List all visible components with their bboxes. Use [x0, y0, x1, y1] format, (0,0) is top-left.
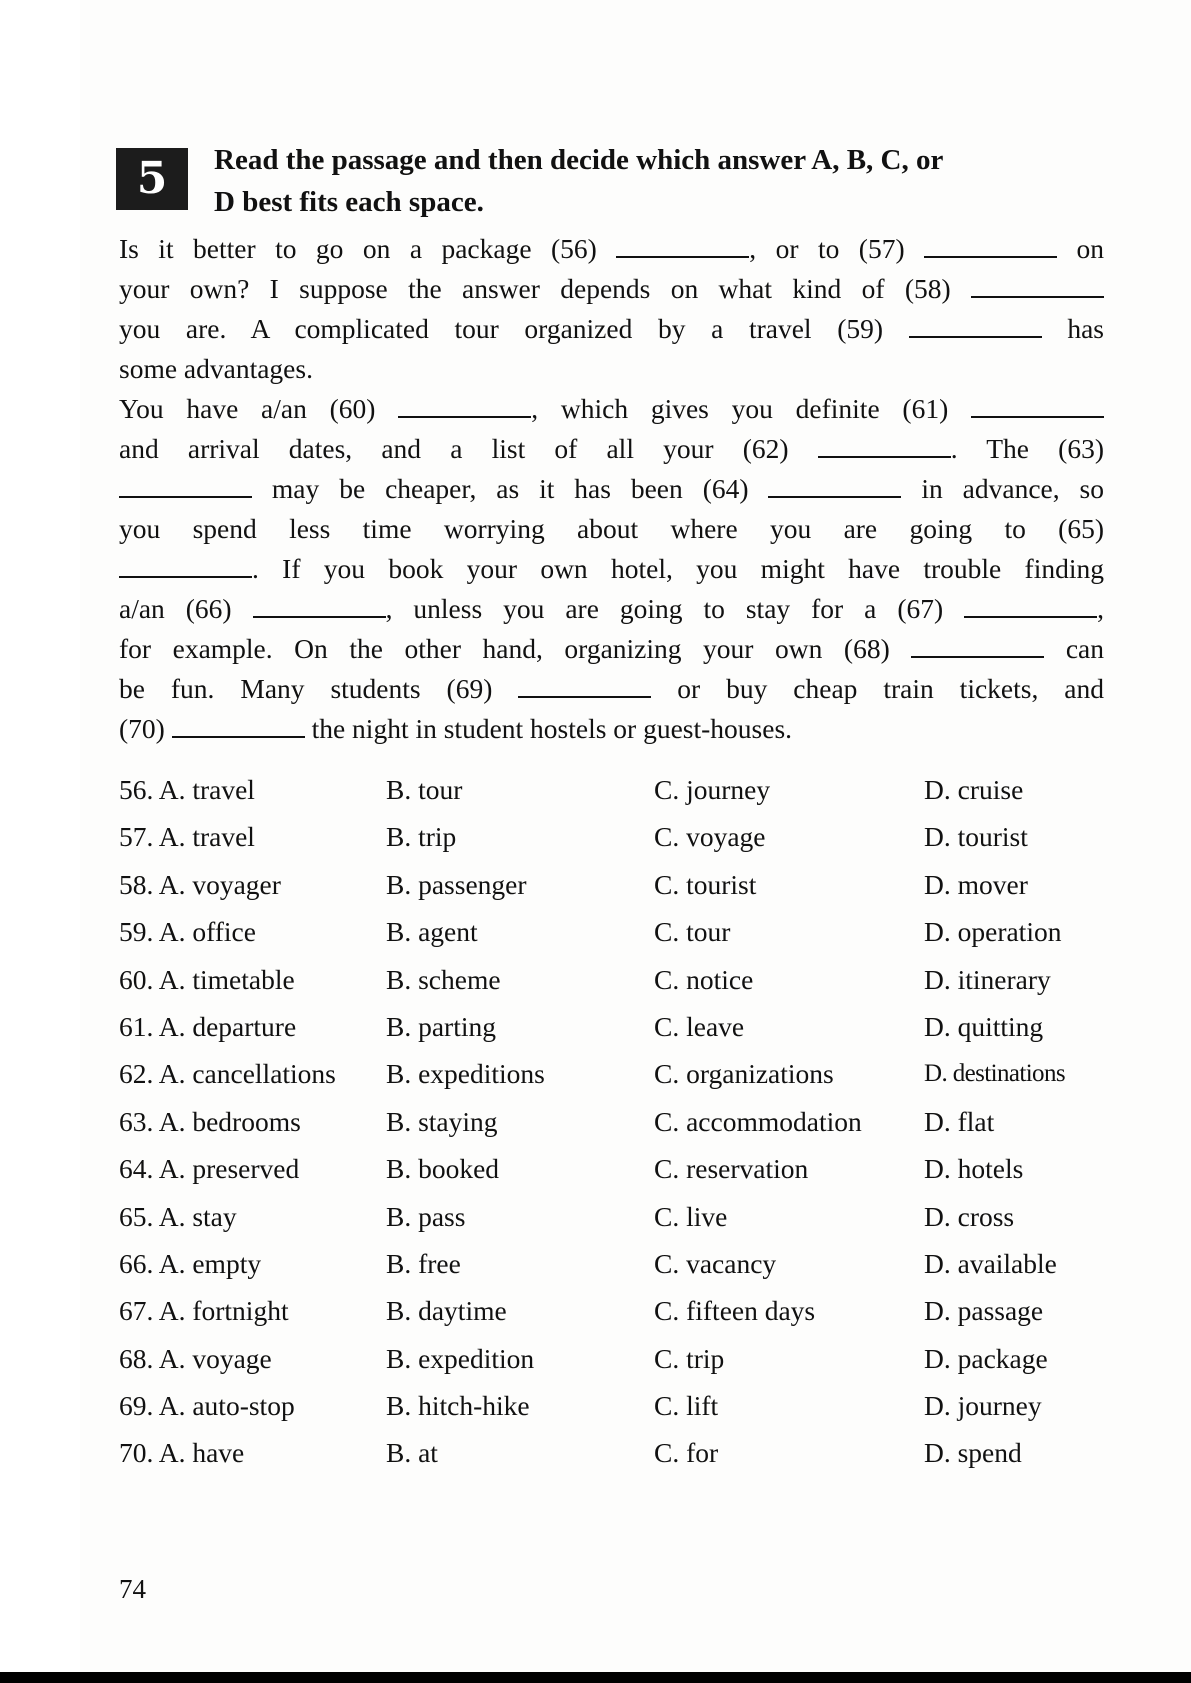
option-a: 66. A. empty	[119, 1247, 262, 1279]
passage-text: be fun. Many students (69)	[119, 673, 519, 704]
option-d: D. mover	[924, 868, 1028, 900]
passage-text: for example. On the other hand, organizing your own (68)	[119, 633, 912, 664]
option-a: 64. A. preserved	[119, 1153, 300, 1185]
passage-text: Is it better to go on a package (56)	[119, 233, 617, 264]
passage-line	[119, 269, 1104, 309]
option-b: B. free	[386, 1247, 461, 1279]
option-d: D. cross	[924, 1200, 1015, 1232]
option-b: B. passenger	[386, 868, 527, 900]
option-b: B. booked	[386, 1153, 500, 1185]
passage-line	[119, 669, 1104, 709]
option-d: D. spend	[924, 1437, 1022, 1469]
option-row	[119, 770, 1109, 817]
option-d: D. quitting	[924, 1010, 1044, 1042]
blank-70	[172, 712, 305, 738]
passage-line	[119, 509, 1104, 549]
passage-text: , which gives you definite (61)	[531, 393, 972, 424]
passage-text: , or to (57)	[749, 233, 925, 264]
option-d: D. itinerary	[924, 963, 1051, 995]
option-d: D. available	[924, 1247, 1057, 1279]
option-a: 65. A. stay	[119, 1200, 237, 1232]
passage-text: or buy cheap train tickets, and	[651, 673, 1104, 704]
passage-text: (70)	[119, 713, 172, 744]
blank-63	[119, 472, 252, 498]
passage-line	[119, 469, 1104, 509]
option-c: C. tour	[654, 916, 731, 948]
option-row	[119, 1244, 1109, 1291]
option-b: B. expedition	[386, 1342, 535, 1374]
passage-line	[119, 709, 1104, 749]
blank-62	[818, 432, 951, 458]
option-b: B. agent	[386, 916, 478, 948]
passage-text: on	[1057, 233, 1104, 264]
passage-line	[119, 429, 1104, 469]
instruction-line-1: Read the passage and then decide which answer A, B, C, or	[214, 144, 944, 176]
option-b: B. expeditions	[386, 1058, 545, 1090]
option-a: 63. A. bedrooms	[119, 1105, 301, 1137]
option-row	[119, 1054, 1109, 1101]
option-a: 62. A. cancellations	[119, 1058, 336, 1090]
option-b: B. tour	[386, 774, 463, 805]
option-a: 57. A. travel	[119, 821, 255, 853]
option-b: B. staying	[386, 1105, 498, 1137]
option-d: D. operation	[924, 916, 1062, 948]
passage-text: . The (63)	[950, 433, 1104, 464]
option-a: 68. A. voyage	[119, 1342, 272, 1374]
option-a: 61. A. departure	[119, 1010, 297, 1042]
option-row	[119, 1007, 1109, 1054]
passage-line	[119, 229, 1104, 269]
blank-61	[971, 392, 1104, 418]
option-row	[119, 865, 1109, 912]
scan-bottom-edge	[0, 1672, 1191, 1683]
passage-text: may be cheaper, as it has been (64)	[252, 473, 769, 504]
option-row	[119, 1197, 1109, 1244]
scan-margin	[0, 0, 80, 1683]
blank-65	[119, 552, 252, 578]
instruction-line-2: D best fits each space.	[214, 186, 484, 218]
option-row	[119, 1291, 1109, 1338]
passage-text: you spend less time worrying about where you are going to (65)	[119, 513, 1104, 544]
option-row	[119, 1102, 1109, 1149]
option-b: B. trip	[386, 821, 457, 853]
passage-text: ,	[1097, 593, 1104, 624]
blank-58	[971, 272, 1104, 298]
passage-text: in advance, so	[901, 473, 1104, 504]
passage-line	[119, 549, 1104, 589]
option-row	[119, 1339, 1109, 1386]
option-c: C. live	[654, 1200, 728, 1232]
option-b: B. at	[386, 1437, 438, 1469]
option-c: C. lift	[654, 1390, 719, 1422]
option-d: D. flat	[924, 1105, 995, 1137]
option-c: C. vacancy	[654, 1247, 777, 1279]
option-b: B. scheme	[386, 963, 501, 995]
option-c: C. leave	[654, 1010, 745, 1042]
option-b: B. pass	[386, 1200, 466, 1232]
passage-text: some advantages.	[119, 353, 313, 384]
option-b: B. daytime	[386, 1295, 507, 1327]
option-d: D. journey	[924, 1390, 1042, 1422]
passage-line	[119, 589, 1104, 629]
option-row	[119, 1149, 1109, 1196]
option-row	[119, 1433, 1109, 1480]
option-c: C. organizations	[654, 1058, 834, 1090]
blank-64	[768, 472, 901, 498]
option-d: D. destinations	[924, 1060, 1065, 1088]
option-d: D. cruise	[924, 774, 1024, 805]
option-d: D. hotels	[924, 1153, 1024, 1185]
passage-text: a/an (66)	[119, 593, 253, 624]
option-row	[119, 960, 1109, 1007]
option-b: B. hitch-hike	[386, 1390, 530, 1422]
passage-text: the night in student hostels or guest-houses.	[304, 713, 793, 744]
option-c: C. accommodation	[654, 1105, 862, 1137]
option-a: 69. A. auto-stop	[119, 1390, 295, 1422]
blank-66	[253, 592, 386, 618]
passage-line	[119, 349, 1104, 389]
passage-text: You have a/an (60)	[119, 393, 399, 424]
option-c: C. voyage	[654, 821, 766, 853]
blank-60	[398, 392, 531, 418]
passage-line	[119, 309, 1104, 349]
option-c: C. reservation	[654, 1153, 809, 1185]
option-c: C. trip	[654, 1342, 725, 1374]
blank-67	[964, 592, 1097, 618]
cloze-passage	[119, 229, 1104, 749]
option-a: 58. A. voyager	[119, 868, 281, 900]
option-c: C. fifteen days	[654, 1295, 816, 1327]
blank-56	[616, 232, 749, 258]
blank-57	[924, 232, 1057, 258]
passage-text: your own? I suppose the answer depends on what kind of (58)	[119, 273, 971, 304]
answer-options	[119, 770, 1109, 1481]
option-c: C. notice	[654, 963, 754, 995]
option-c: C. journey	[654, 774, 771, 805]
option-a: 59. A. office	[119, 916, 256, 948]
passage-text: you are. A complicated tour organized by a travel (59)	[119, 313, 909, 344]
blank-59	[909, 312, 1042, 338]
option-a: 67. A. fortnight	[119, 1295, 289, 1327]
option-row	[119, 817, 1109, 864]
passage-text: and arrival dates, and a list of all your (62)	[119, 433, 818, 464]
passage-text: can	[1044, 633, 1104, 664]
option-d: D. tourist	[924, 821, 1028, 853]
blank-69	[518, 672, 651, 698]
option-c: C. for	[654, 1437, 719, 1469]
exercise-instruction	[214, 139, 1114, 223]
option-row	[119, 1386, 1109, 1433]
passage-text: . If you book your own hotel, you might have trouble finding	[252, 553, 1104, 584]
option-d: D. package	[924, 1342, 1048, 1374]
blank-68	[911, 632, 1044, 658]
exercise-number-badge: 5	[116, 148, 188, 210]
option-d: D. passage	[924, 1295, 1044, 1327]
passage-text: has	[1041, 313, 1104, 344]
option-row	[119, 912, 1109, 959]
option-a: 70. A. have	[119, 1437, 245, 1469]
option-a: 56. A. travel	[119, 774, 255, 805]
passage-text: , unless you are going to stay for a (67)	[385, 593, 965, 624]
option-c: C. tourist	[654, 868, 757, 900]
page-number: 74	[119, 1574, 146, 1604]
passage-line	[119, 629, 1104, 669]
option-b: B. parting	[386, 1010, 496, 1042]
option-a: 60. A. timetable	[119, 963, 295, 995]
passage-line	[119, 389, 1104, 429]
